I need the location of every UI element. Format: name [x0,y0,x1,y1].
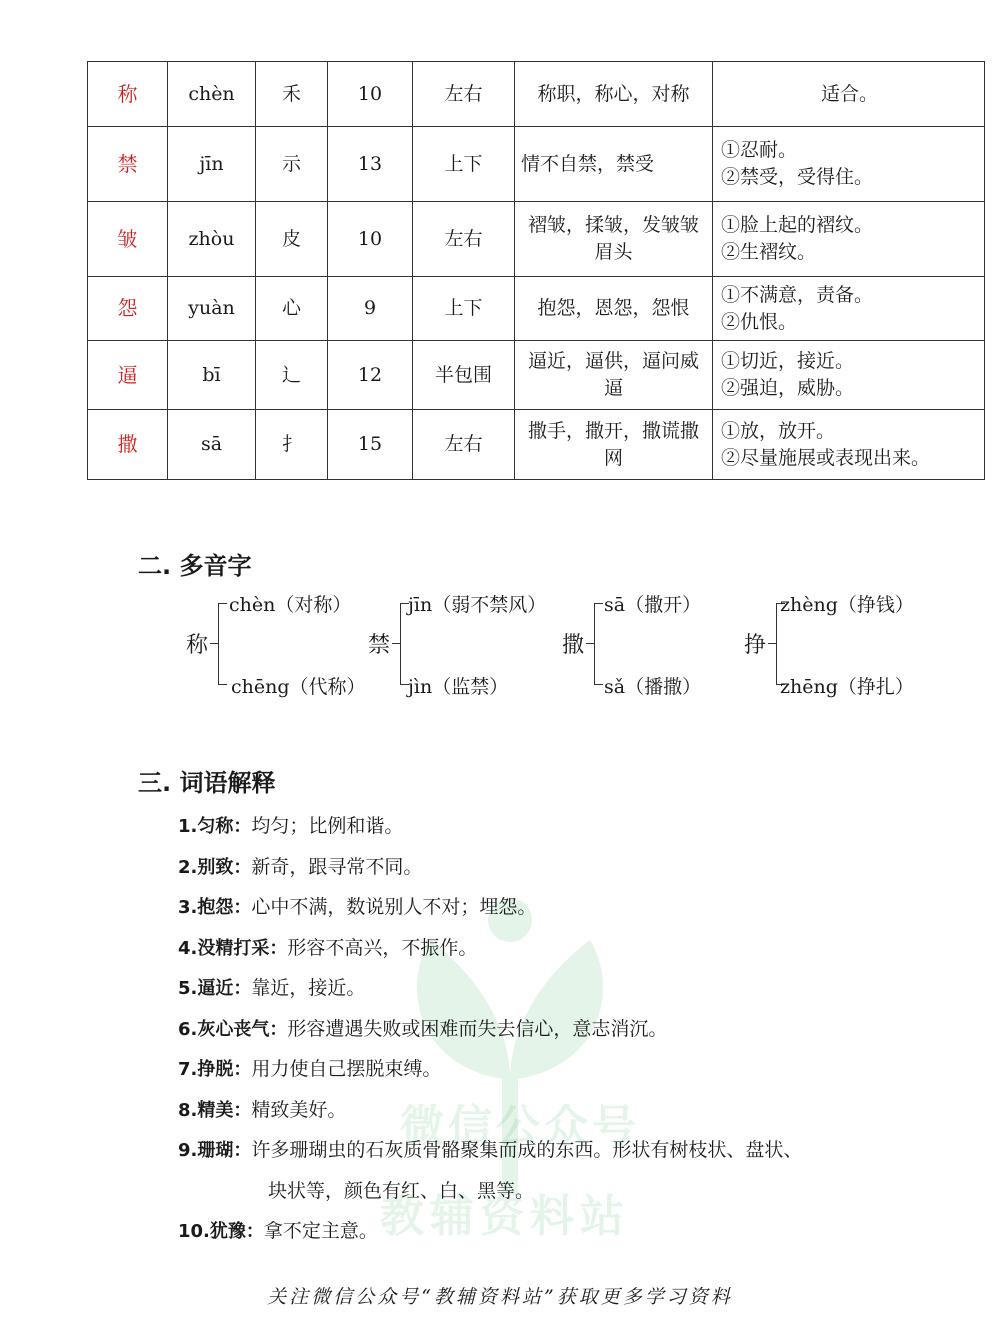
bracket-stem [768,643,776,644]
words-cell: 情不自禁，禁受 [515,127,713,202]
strokes-cell: 10 [328,62,413,127]
vocab-term: 8.精美： [178,1099,252,1121]
table-row [88,341,985,410]
list-item [178,1136,898,1217]
poly-reading-top: zhèng（挣钱） [780,594,914,616]
strokes-cell: 10 [328,202,413,277]
char-cell: 怨 [88,277,168,341]
meaning-line: ②禁受，受得住。 [721,166,874,188]
vocab-term: 9.珊瑚： [178,1140,252,1161]
meaning-line: ②仇恨。 [721,310,798,333]
strokes-cell: 15 [328,410,413,480]
strokes-cell: 9 [328,277,413,341]
list-item [178,974,898,1015]
vocab-term: 10.犹豫： [178,1221,264,1242]
vocab-definition: 许多珊瑚虫的石灰质骨骼聚集而成的东西。形状有树枝状、盘状、 [251,1139,803,1161]
watermark-text: 教辅资料站 [380,1191,630,1242]
vocab-definition: 新奇，跟寻常不同。 [251,855,423,878]
words-cell: 褶皱，揉皱，发皱皱眉头 [515,202,713,277]
vocab-definition-continued: 块状等，颜色有红、白、黑等。 [268,1180,535,1202]
table-row [88,202,985,277]
meaning-line: ①脸上起的褶纹。 [721,214,874,236]
bracket [594,603,603,685]
vocab-term: 3.抱怨： [178,897,252,918]
meaning-line: ①切近，接近。 [721,350,855,372]
radical-cell: 心 [256,277,328,341]
char-cell: 逼 [88,341,168,410]
list-item [178,853,898,894]
list-item [178,1096,898,1137]
vocab-definition: 精致美好。 [251,1098,347,1121]
poly-char: 禁 [368,633,391,658]
pinyin-cell: sā [168,410,256,480]
char-cell: 撒 [88,410,168,480]
pinyin-cell: jīn [168,127,256,202]
meaning-cell [713,410,985,480]
strokes-cell: 13 [328,127,413,202]
poly-reading-bottom: chēng（代称） [231,676,366,698]
words-cell: 称职，称心，对称 [515,62,713,127]
section-title-vocabulary: 三. 词语解释 [138,769,276,797]
words-cell: 撒手，撒开，撒谎撒网 [515,410,713,480]
vocab-definition: 形容不高兴，不振作。 [287,936,478,959]
watermark-text: 微信公众号 [400,1101,640,1152]
table-row [88,277,985,341]
meaning-line: ①不满意，责备。 [721,283,874,306]
meaning-line: ②生褶纹。 [721,241,817,263]
vocab-term: 6.灰心丧气： [178,1018,288,1040]
meaning-cell [713,62,985,127]
vocab-term: 5.逼近： [178,978,252,999]
list-item [178,1055,898,1096]
vocab-term: 2.别致： [178,856,252,878]
vocab-definition: 心中不满，数说别人不对；埋怨。 [251,896,537,918]
radical-cell: 辶 [256,341,328,410]
radical-cell: 示 [256,127,328,202]
pinyin-cell: yuàn [168,277,256,341]
meaning-line: ②强迫，威胁。 [721,377,855,399]
vocab-definition: 均匀；比例和谐。 [251,815,404,837]
poly-reading-bottom: jìn（监禁） [408,676,509,698]
bracket-stem [586,643,594,644]
table-row [88,410,985,480]
vocab-term: 7.挣脱： [178,1059,252,1080]
meaning-line: 适合。 [820,82,878,105]
poly-char: 撒 [562,633,585,658]
structure-cell: 上下 [413,277,515,341]
structure-cell: 左右 [413,202,515,277]
pinyin-cell: zhòu [168,202,256,277]
vocab-definition: 形容遭遇失败或困难而失去信心，意志消沉。 [287,1017,668,1040]
meaning-line: ①忍耐。 [721,139,798,161]
list-item [178,934,898,975]
radical-cell: 禾 [256,62,328,127]
list-item [178,1217,898,1258]
radical-cell: 扌 [256,410,328,480]
poly-char: 挣 [744,633,767,658]
bracket [218,603,227,685]
meaning-line: ①放，放开。 [721,419,836,442]
poly-reading-bottom: zhēng（挣扎） [780,676,914,698]
poly-char: 称 [186,633,209,658]
vocab-definition: 用力使自己摆脱束缚。 [251,1058,442,1080]
list-item [178,812,898,853]
list-item [178,1015,898,1056]
structure-cell: 上下 [413,127,515,202]
footer-note: 关注微信公众号“教辅资料站”获取更多学习资料 [267,1286,733,1308]
structure-cell: 半包围 [413,341,515,410]
meaning-cell [713,127,985,202]
words-cell: 抱怨，恩怨，怨恨 [515,277,713,341]
poly-reading-top: sā（撒开） [604,594,702,616]
pinyin-cell: chèn [168,62,256,127]
vocabulary-list [178,812,898,1258]
vocab-term: 4.没精打采： [178,937,288,959]
meaning-cell [713,277,985,341]
strokes-cell: 12 [328,341,413,410]
pinyin-cell: bī [168,341,256,410]
poly-reading-bottom: sǎ（播撒） [604,676,702,698]
vocab-definition: 靠近，接近。 [251,977,366,999]
char-cell: 禁 [88,127,168,202]
meaning-cell [713,341,985,410]
meaning-line: ②尽量施展或表现出来。 [721,446,931,469]
vocab-definition: 拿不定主意。 [263,1220,378,1242]
table-row [88,127,985,202]
words-cell: 逼近，逼供，逼问威逼 [515,341,713,410]
char-cell: 皱 [88,202,168,277]
list-item [178,893,898,934]
radical-cell: 皮 [256,202,328,277]
poly-reading-top: chèn（对称） [229,594,352,616]
meaning-cell [713,202,985,277]
structure-cell: 左右 [413,410,515,480]
character-table [87,61,985,480]
char-cell: 称 [88,62,168,127]
poly-reading-top: jīn（弱不禁风） [408,594,547,616]
table-row [88,62,985,127]
section-title-polyphonic: 二. 多音字 [138,552,252,580]
bracket-stem [392,643,400,644]
structure-cell: 左右 [413,62,515,127]
bracket-stem [210,643,218,644]
vocab-term: 1.匀称： [178,816,252,837]
